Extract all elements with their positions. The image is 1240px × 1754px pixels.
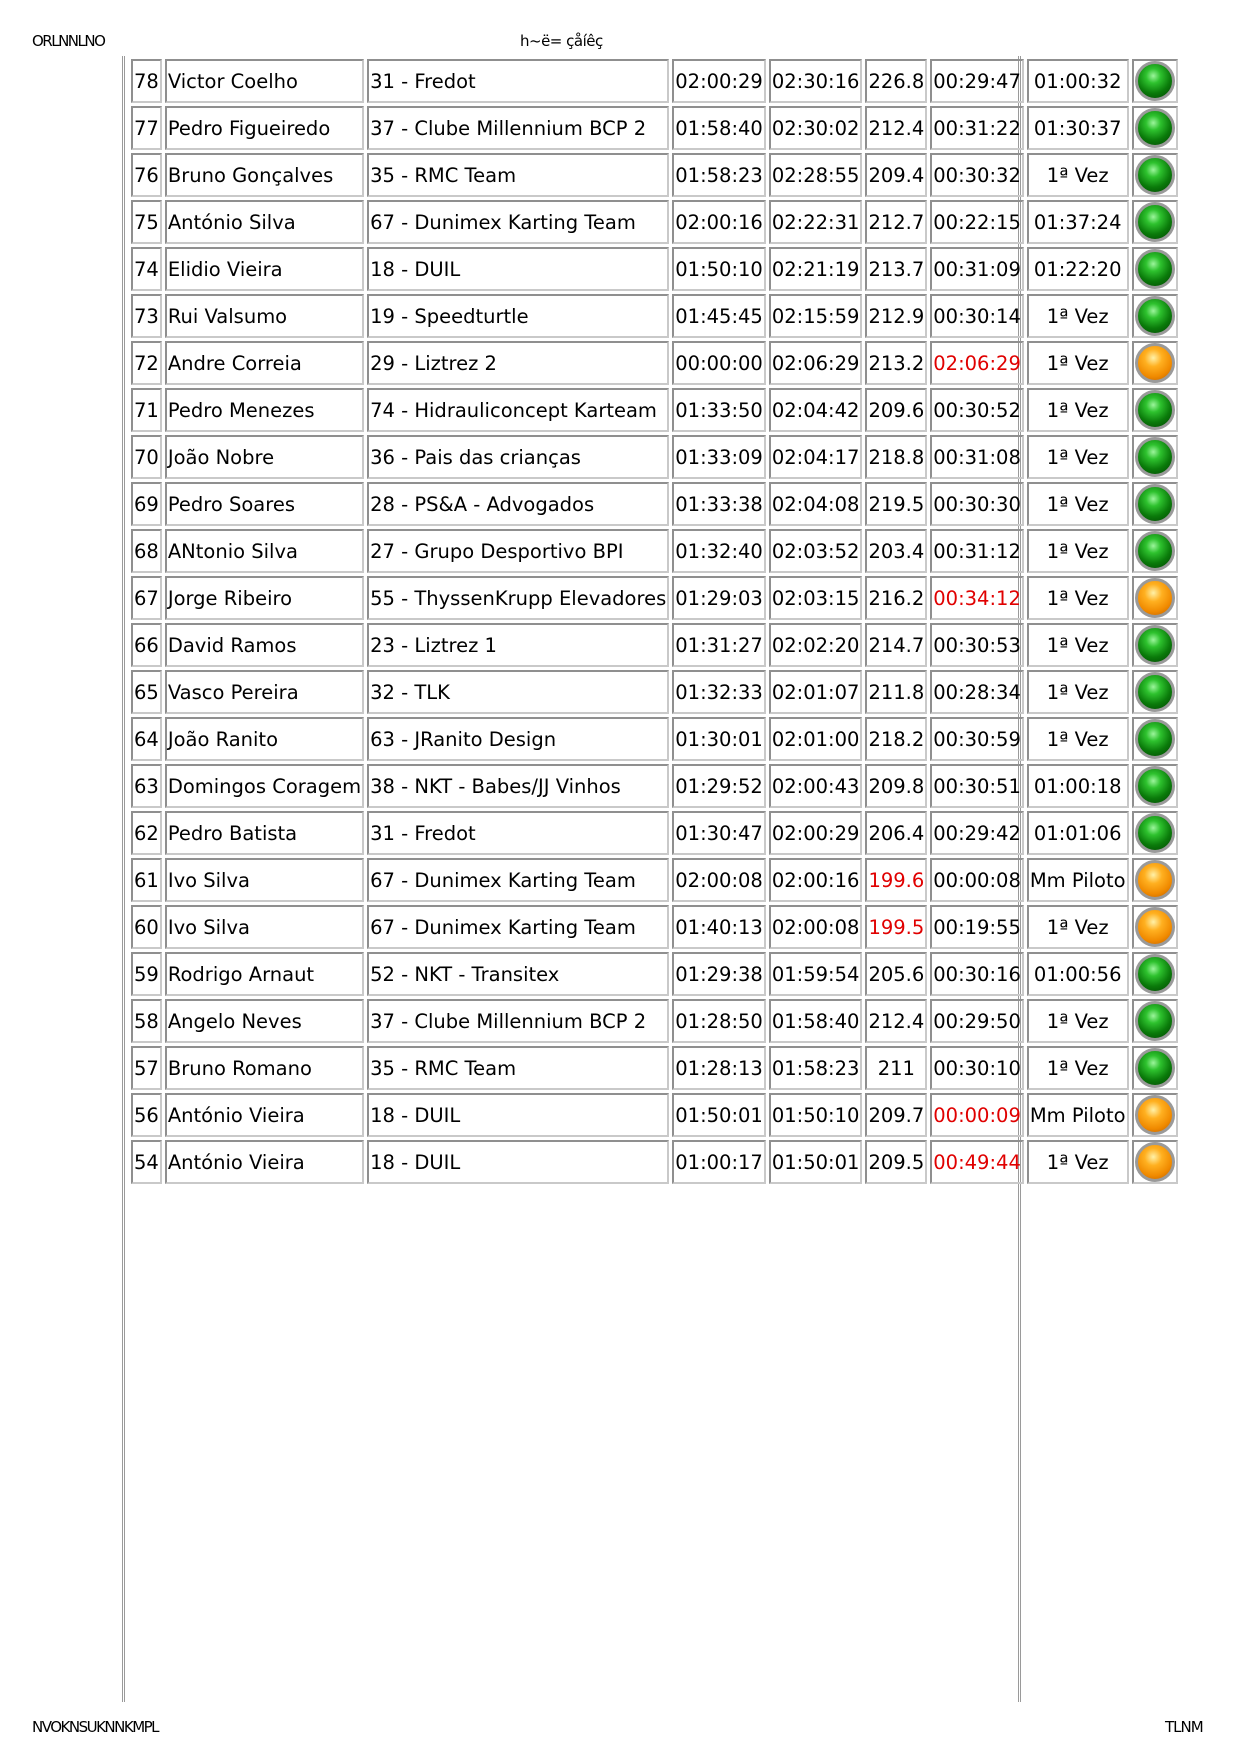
table-row bbox=[131, 59, 1178, 103]
status-cell bbox=[1132, 952, 1178, 996]
driver-name-cell: António Silva bbox=[165, 200, 364, 244]
page-header-title: h~ë= çåíêç bbox=[520, 32, 603, 50]
reference-cell: 01:00:18 bbox=[1027, 764, 1129, 808]
position-cell: 63 bbox=[131, 764, 162, 808]
team-cell: 19 - Speedturtle bbox=[367, 294, 669, 338]
driver-name-cell: Angelo Neves bbox=[165, 999, 364, 1043]
status-cell bbox=[1132, 200, 1178, 244]
status-cell bbox=[1132, 1046, 1178, 1090]
speed-cell: 211 bbox=[865, 1046, 927, 1090]
table-row bbox=[131, 153, 1178, 197]
end-time-cell: 02:03:52 bbox=[769, 529, 863, 573]
speed-cell: 199.5 bbox=[865, 905, 927, 949]
lap-time-cell: 02:06:29 bbox=[930, 341, 1024, 385]
position-cell: 56 bbox=[131, 1093, 162, 1137]
driver-name-cell: Bruno Romano bbox=[165, 1046, 364, 1090]
driver-name-cell: João Ranito bbox=[165, 717, 364, 761]
table-row bbox=[131, 435, 1178, 479]
reference-cell: 01:00:56 bbox=[1027, 952, 1129, 996]
reference-cell: 01:30:37 bbox=[1027, 106, 1129, 150]
status-cell bbox=[1132, 247, 1178, 291]
reference-cell: 1ª Vez bbox=[1027, 717, 1129, 761]
table-row bbox=[131, 294, 1178, 338]
position-cell: 74 bbox=[131, 247, 162, 291]
team-cell: 31 - Fredot bbox=[367, 811, 669, 855]
reference-cell: Mm Piloto bbox=[1027, 858, 1129, 902]
lap-time-cell: 00:49:44 bbox=[930, 1140, 1024, 1184]
driver-name-cell: António Vieira bbox=[165, 1093, 364, 1137]
reference-cell: 1ª Vez bbox=[1027, 623, 1129, 667]
team-cell: 67 - Dunimex Karting Team bbox=[367, 905, 669, 949]
start-time-cell: 01:58:40 bbox=[672, 106, 766, 150]
start-time-cell: 02:00:16 bbox=[672, 200, 766, 244]
reference-cell: 1ª Vez bbox=[1027, 153, 1129, 197]
speed-cell: 212.4 bbox=[865, 999, 927, 1043]
reference-cell: 1ª Vez bbox=[1027, 529, 1129, 573]
speed-cell: 218.8 bbox=[865, 435, 927, 479]
green-status-light-icon bbox=[1135, 719, 1175, 759]
table-row bbox=[131, 717, 1178, 761]
table-row bbox=[131, 952, 1178, 996]
end-time-cell: 02:00:29 bbox=[769, 811, 863, 855]
team-cell: 29 - Liztrez 2 bbox=[367, 341, 669, 385]
team-cell: 18 - DUIL bbox=[367, 1140, 669, 1184]
position-cell: 62 bbox=[131, 811, 162, 855]
team-cell: 23 - Liztrez 1 bbox=[367, 623, 669, 667]
table-row bbox=[131, 999, 1178, 1043]
position-cell: 67 bbox=[131, 576, 162, 620]
end-time-cell: 02:30:02 bbox=[769, 106, 863, 150]
team-cell: 18 - DUIL bbox=[367, 247, 669, 291]
reference-cell: 1ª Vez bbox=[1027, 482, 1129, 526]
team-cell: 31 - Fredot bbox=[367, 59, 669, 103]
driver-name-cell: Jorge Ribeiro bbox=[165, 576, 364, 620]
team-cell: 74 - Hidrauliconcept Karteam bbox=[367, 388, 669, 432]
reference-cell: 01:22:20 bbox=[1027, 247, 1129, 291]
position-cell: 54 bbox=[131, 1140, 162, 1184]
green-status-light-icon bbox=[1135, 296, 1175, 336]
green-status-light-icon bbox=[1135, 484, 1175, 524]
green-status-light-icon bbox=[1135, 202, 1175, 242]
orange-status-light-icon bbox=[1135, 1095, 1175, 1135]
end-time-cell: 02:30:16 bbox=[769, 59, 863, 103]
status-cell bbox=[1132, 1140, 1178, 1184]
table-row bbox=[131, 1140, 1178, 1184]
table-row bbox=[131, 905, 1178, 949]
team-cell: 28 - PS&A - Advogados bbox=[367, 482, 669, 526]
status-cell bbox=[1132, 1093, 1178, 1137]
start-time-cell: 01:45:45 bbox=[672, 294, 766, 338]
reference-cell: 01:01:06 bbox=[1027, 811, 1129, 855]
speed-cell: 209.4 bbox=[865, 153, 927, 197]
status-cell bbox=[1132, 576, 1178, 620]
position-cell: 72 bbox=[131, 341, 162, 385]
table-row bbox=[131, 529, 1178, 573]
position-cell: 61 bbox=[131, 858, 162, 902]
lap-time-cell: 00:30:53 bbox=[930, 623, 1024, 667]
green-status-light-icon bbox=[1135, 672, 1175, 712]
end-time-cell: 01:58:23 bbox=[769, 1046, 863, 1090]
end-time-cell: 01:50:01 bbox=[769, 1140, 863, 1184]
status-cell bbox=[1132, 153, 1178, 197]
orange-status-light-icon bbox=[1135, 1142, 1175, 1182]
orange-status-light-icon bbox=[1135, 860, 1175, 900]
start-time-cell: 01:31:27 bbox=[672, 623, 766, 667]
lap-time-cell: 00:34:12 bbox=[930, 576, 1024, 620]
position-cell: 57 bbox=[131, 1046, 162, 1090]
start-time-cell: 01:50:01 bbox=[672, 1093, 766, 1137]
driver-name-cell: Domingos Coragem bbox=[165, 764, 364, 808]
table-row bbox=[131, 247, 1178, 291]
green-status-light-icon bbox=[1135, 954, 1175, 994]
status-cell bbox=[1132, 106, 1178, 150]
team-cell: 55 - ThyssenKrupp Elevadores bbox=[367, 576, 669, 620]
green-status-light-icon bbox=[1135, 61, 1175, 101]
speed-cell: 199.6 bbox=[865, 858, 927, 902]
page-header-left: ORLNNLNO bbox=[32, 32, 105, 50]
team-cell: 52 - NKT - Transitex bbox=[367, 952, 669, 996]
end-time-cell: 02:00:16 bbox=[769, 858, 863, 902]
status-cell bbox=[1132, 388, 1178, 432]
results-table bbox=[128, 56, 1181, 1187]
table-row bbox=[131, 388, 1178, 432]
end-time-cell: 02:02:20 bbox=[769, 623, 863, 667]
lap-time-cell: 00:29:47 bbox=[930, 59, 1024, 103]
lap-time-cell: 00:30:59 bbox=[930, 717, 1024, 761]
green-status-light-icon bbox=[1135, 108, 1175, 148]
lap-time-cell: 00:22:15 bbox=[930, 200, 1024, 244]
reference-cell: 01:37:24 bbox=[1027, 200, 1129, 244]
position-cell: 78 bbox=[131, 59, 162, 103]
start-time-cell: 01:32:40 bbox=[672, 529, 766, 573]
start-time-cell: 01:33:38 bbox=[672, 482, 766, 526]
start-time-cell: 02:00:29 bbox=[672, 59, 766, 103]
start-time-cell: 01:29:38 bbox=[672, 952, 766, 996]
start-time-cell: 01:29:03 bbox=[672, 576, 766, 620]
team-cell: 67 - Dunimex Karting Team bbox=[367, 858, 669, 902]
position-cell: 64 bbox=[131, 717, 162, 761]
end-time-cell: 02:04:17 bbox=[769, 435, 863, 479]
speed-cell: 218.2 bbox=[865, 717, 927, 761]
driver-name-cell: Rodrigo Arnaut bbox=[165, 952, 364, 996]
position-cell: 58 bbox=[131, 999, 162, 1043]
lap-time-cell: 00:29:50 bbox=[930, 999, 1024, 1043]
green-status-light-icon bbox=[1135, 1001, 1175, 1041]
team-cell: 67 - Dunimex Karting Team bbox=[367, 200, 669, 244]
lap-time-cell: 00:30:16 bbox=[930, 952, 1024, 996]
driver-name-cell: Pedro Menezes bbox=[165, 388, 364, 432]
team-cell: 38 - NKT - Babes/JJ Vinhos bbox=[367, 764, 669, 808]
table-row bbox=[131, 858, 1178, 902]
driver-name-cell: Rui Valsumo bbox=[165, 294, 364, 338]
table-row bbox=[131, 106, 1178, 150]
lap-time-cell: 00:28:34 bbox=[930, 670, 1024, 714]
start-time-cell: 01:32:33 bbox=[672, 670, 766, 714]
start-time-cell: 01:00:17 bbox=[672, 1140, 766, 1184]
driver-name-cell: Pedro Batista bbox=[165, 811, 364, 855]
end-time-cell: 01:58:40 bbox=[769, 999, 863, 1043]
reference-cell: Mm Piloto bbox=[1027, 1093, 1129, 1137]
table-row bbox=[131, 811, 1178, 855]
speed-cell: 203.4 bbox=[865, 529, 927, 573]
speed-cell: 213.2 bbox=[865, 341, 927, 385]
team-cell: 18 - DUIL bbox=[367, 1093, 669, 1137]
end-time-cell: 02:04:42 bbox=[769, 388, 863, 432]
speed-cell: 219.5 bbox=[865, 482, 927, 526]
speed-cell: 216.2 bbox=[865, 576, 927, 620]
driver-name-cell: Vasco Pereira bbox=[165, 670, 364, 714]
position-cell: 73 bbox=[131, 294, 162, 338]
team-cell: 63 - JRanito Design bbox=[367, 717, 669, 761]
page-footer-right: TLNM bbox=[1165, 1718, 1203, 1736]
reference-cell: 1ª Vez bbox=[1027, 999, 1129, 1043]
table-row bbox=[131, 1093, 1178, 1137]
driver-name-cell: David Ramos bbox=[165, 623, 364, 667]
driver-name-cell: Ivo Silva bbox=[165, 905, 364, 949]
speed-cell: 209.8 bbox=[865, 764, 927, 808]
status-cell bbox=[1132, 482, 1178, 526]
driver-name-cell: Victor Coelho bbox=[165, 59, 364, 103]
speed-cell: 226.8 bbox=[865, 59, 927, 103]
end-time-cell: 02:22:31 bbox=[769, 200, 863, 244]
position-cell: 76 bbox=[131, 153, 162, 197]
lap-time-cell: 00:30:30 bbox=[930, 482, 1024, 526]
position-cell: 75 bbox=[131, 200, 162, 244]
lap-time-cell: 00:31:09 bbox=[930, 247, 1024, 291]
position-cell: 59 bbox=[131, 952, 162, 996]
end-time-cell: 02:15:59 bbox=[769, 294, 863, 338]
lap-time-cell: 00:19:55 bbox=[930, 905, 1024, 949]
team-cell: 27 - Grupo Desportivo BPI bbox=[367, 529, 669, 573]
start-time-cell: 01:33:50 bbox=[672, 388, 766, 432]
status-cell bbox=[1132, 623, 1178, 667]
end-time-cell: 02:01:00 bbox=[769, 717, 863, 761]
position-cell: 71 bbox=[131, 388, 162, 432]
speed-cell: 212.4 bbox=[865, 106, 927, 150]
table-row bbox=[131, 200, 1178, 244]
team-cell: 35 - RMC Team bbox=[367, 1046, 669, 1090]
reference-cell: 1ª Vez bbox=[1027, 294, 1129, 338]
speed-cell: 205.6 bbox=[865, 952, 927, 996]
start-time-cell: 01:30:01 bbox=[672, 717, 766, 761]
status-cell bbox=[1132, 858, 1178, 902]
position-cell: 65 bbox=[131, 670, 162, 714]
lap-time-cell: 00:00:09 bbox=[930, 1093, 1024, 1137]
speed-cell: 206.4 bbox=[865, 811, 927, 855]
orange-status-light-icon bbox=[1135, 343, 1175, 383]
green-status-light-icon bbox=[1135, 531, 1175, 571]
status-cell bbox=[1132, 905, 1178, 949]
results-table-body bbox=[131, 59, 1178, 1184]
start-time-cell: 01:58:23 bbox=[672, 153, 766, 197]
start-time-cell: 01:40:13 bbox=[672, 905, 766, 949]
start-time-cell: 01:29:52 bbox=[672, 764, 766, 808]
end-time-cell: 02:28:55 bbox=[769, 153, 863, 197]
reference-cell: 1ª Vez bbox=[1027, 1046, 1129, 1090]
end-time-cell: 01:50:10 bbox=[769, 1093, 863, 1137]
speed-cell: 209.7 bbox=[865, 1093, 927, 1137]
driver-name-cell: Elidio Vieira bbox=[165, 247, 364, 291]
status-cell bbox=[1132, 529, 1178, 573]
table-row bbox=[131, 482, 1178, 526]
speed-cell: 212.7 bbox=[865, 200, 927, 244]
speed-cell: 213.7 bbox=[865, 247, 927, 291]
position-cell: 77 bbox=[131, 106, 162, 150]
position-cell: 60 bbox=[131, 905, 162, 949]
end-time-cell: 02:06:29 bbox=[769, 341, 863, 385]
status-cell bbox=[1132, 435, 1178, 479]
status-cell bbox=[1132, 764, 1178, 808]
green-status-light-icon bbox=[1135, 249, 1175, 289]
status-cell bbox=[1132, 999, 1178, 1043]
start-time-cell: 01:28:50 bbox=[672, 999, 766, 1043]
team-cell: 37 - Clube Millennium BCP 2 bbox=[367, 106, 669, 150]
reference-cell: 1ª Vez bbox=[1027, 905, 1129, 949]
lap-time-cell: 00:30:14 bbox=[930, 294, 1024, 338]
start-time-cell: 01:50:10 bbox=[672, 247, 766, 291]
end-time-cell: 02:04:08 bbox=[769, 482, 863, 526]
table-row bbox=[131, 1046, 1178, 1090]
results-table-frame[interactable] bbox=[122, 56, 1126, 1702]
start-time-cell: 01:33:09 bbox=[672, 435, 766, 479]
green-status-light-icon bbox=[1135, 766, 1175, 806]
lap-time-cell: 00:00:08 bbox=[930, 858, 1024, 902]
end-time-cell: 01:59:54 bbox=[769, 952, 863, 996]
team-cell: 35 - RMC Team bbox=[367, 153, 669, 197]
start-time-cell: 02:00:08 bbox=[672, 858, 766, 902]
driver-name-cell: ANtonio Silva bbox=[165, 529, 364, 573]
start-time-cell: 01:28:13 bbox=[672, 1046, 766, 1090]
green-status-light-icon bbox=[1135, 155, 1175, 195]
speed-cell: 211.8 bbox=[865, 670, 927, 714]
lap-time-cell: 00:31:22 bbox=[930, 106, 1024, 150]
reference-cell: 01:00:32 bbox=[1027, 59, 1129, 103]
position-cell: 68 bbox=[131, 529, 162, 573]
driver-name-cell: Andre Correia bbox=[165, 341, 364, 385]
lap-time-cell: 00:29:42 bbox=[930, 811, 1024, 855]
team-cell: 36 - Pais das crianças bbox=[367, 435, 669, 479]
table-row bbox=[131, 576, 1178, 620]
table-row bbox=[131, 670, 1178, 714]
green-status-light-icon bbox=[1135, 390, 1175, 430]
speed-cell: 209.6 bbox=[865, 388, 927, 432]
status-cell bbox=[1132, 341, 1178, 385]
status-cell bbox=[1132, 670, 1178, 714]
reference-cell: 1ª Vez bbox=[1027, 435, 1129, 479]
speed-cell: 209.5 bbox=[865, 1140, 927, 1184]
reference-cell: 1ª Vez bbox=[1027, 670, 1129, 714]
green-status-light-icon bbox=[1135, 625, 1175, 665]
reference-cell: 1ª Vez bbox=[1027, 1140, 1129, 1184]
status-cell bbox=[1132, 294, 1178, 338]
speed-cell: 214.7 bbox=[865, 623, 927, 667]
green-status-light-icon bbox=[1135, 1048, 1175, 1088]
speed-cell: 212.9 bbox=[865, 294, 927, 338]
position-cell: 70 bbox=[131, 435, 162, 479]
driver-name-cell: Pedro Figueiredo bbox=[165, 106, 364, 150]
lap-time-cell: 00:30:51 bbox=[930, 764, 1024, 808]
end-time-cell: 02:00:43 bbox=[769, 764, 863, 808]
team-cell: 37 - Clube Millennium BCP 2 bbox=[367, 999, 669, 1043]
driver-name-cell: Bruno Gonçalves bbox=[165, 153, 364, 197]
green-status-light-icon bbox=[1135, 813, 1175, 853]
lap-time-cell: 00:30:10 bbox=[930, 1046, 1024, 1090]
team-cell: 32 - TLK bbox=[367, 670, 669, 714]
lap-time-cell: 00:31:08 bbox=[930, 435, 1024, 479]
lap-time-cell: 00:30:32 bbox=[930, 153, 1024, 197]
driver-name-cell: António Vieira bbox=[165, 1140, 364, 1184]
table-row bbox=[131, 764, 1178, 808]
start-time-cell: 01:30:47 bbox=[672, 811, 766, 855]
end-time-cell: 02:21:19 bbox=[769, 247, 863, 291]
orange-status-light-icon bbox=[1135, 907, 1175, 947]
lap-time-cell: 00:30:52 bbox=[930, 388, 1024, 432]
end-time-cell: 02:01:07 bbox=[769, 670, 863, 714]
driver-name-cell: Pedro Soares bbox=[165, 482, 364, 526]
orange-status-light-icon bbox=[1135, 578, 1175, 618]
reference-cell: 1ª Vez bbox=[1027, 576, 1129, 620]
start-time-cell: 00:00:00 bbox=[672, 341, 766, 385]
end-time-cell: 02:00:08 bbox=[769, 905, 863, 949]
position-cell: 66 bbox=[131, 623, 162, 667]
reference-cell: 1ª Vez bbox=[1027, 388, 1129, 432]
status-cell bbox=[1132, 59, 1178, 103]
lap-time-cell: 00:31:12 bbox=[930, 529, 1024, 573]
table-row bbox=[131, 341, 1178, 385]
position-cell: 69 bbox=[131, 482, 162, 526]
end-time-cell: 02:03:15 bbox=[769, 576, 863, 620]
status-cell bbox=[1132, 717, 1178, 761]
status-cell bbox=[1132, 811, 1178, 855]
green-status-light-icon bbox=[1135, 437, 1175, 477]
table-row bbox=[131, 623, 1178, 667]
driver-name-cell: João Nobre bbox=[165, 435, 364, 479]
reference-cell: 1ª Vez bbox=[1027, 341, 1129, 385]
page-footer-left: NVOKNSUKNNKMPL bbox=[32, 1718, 159, 1736]
driver-name-cell: Ivo Silva bbox=[165, 858, 364, 902]
